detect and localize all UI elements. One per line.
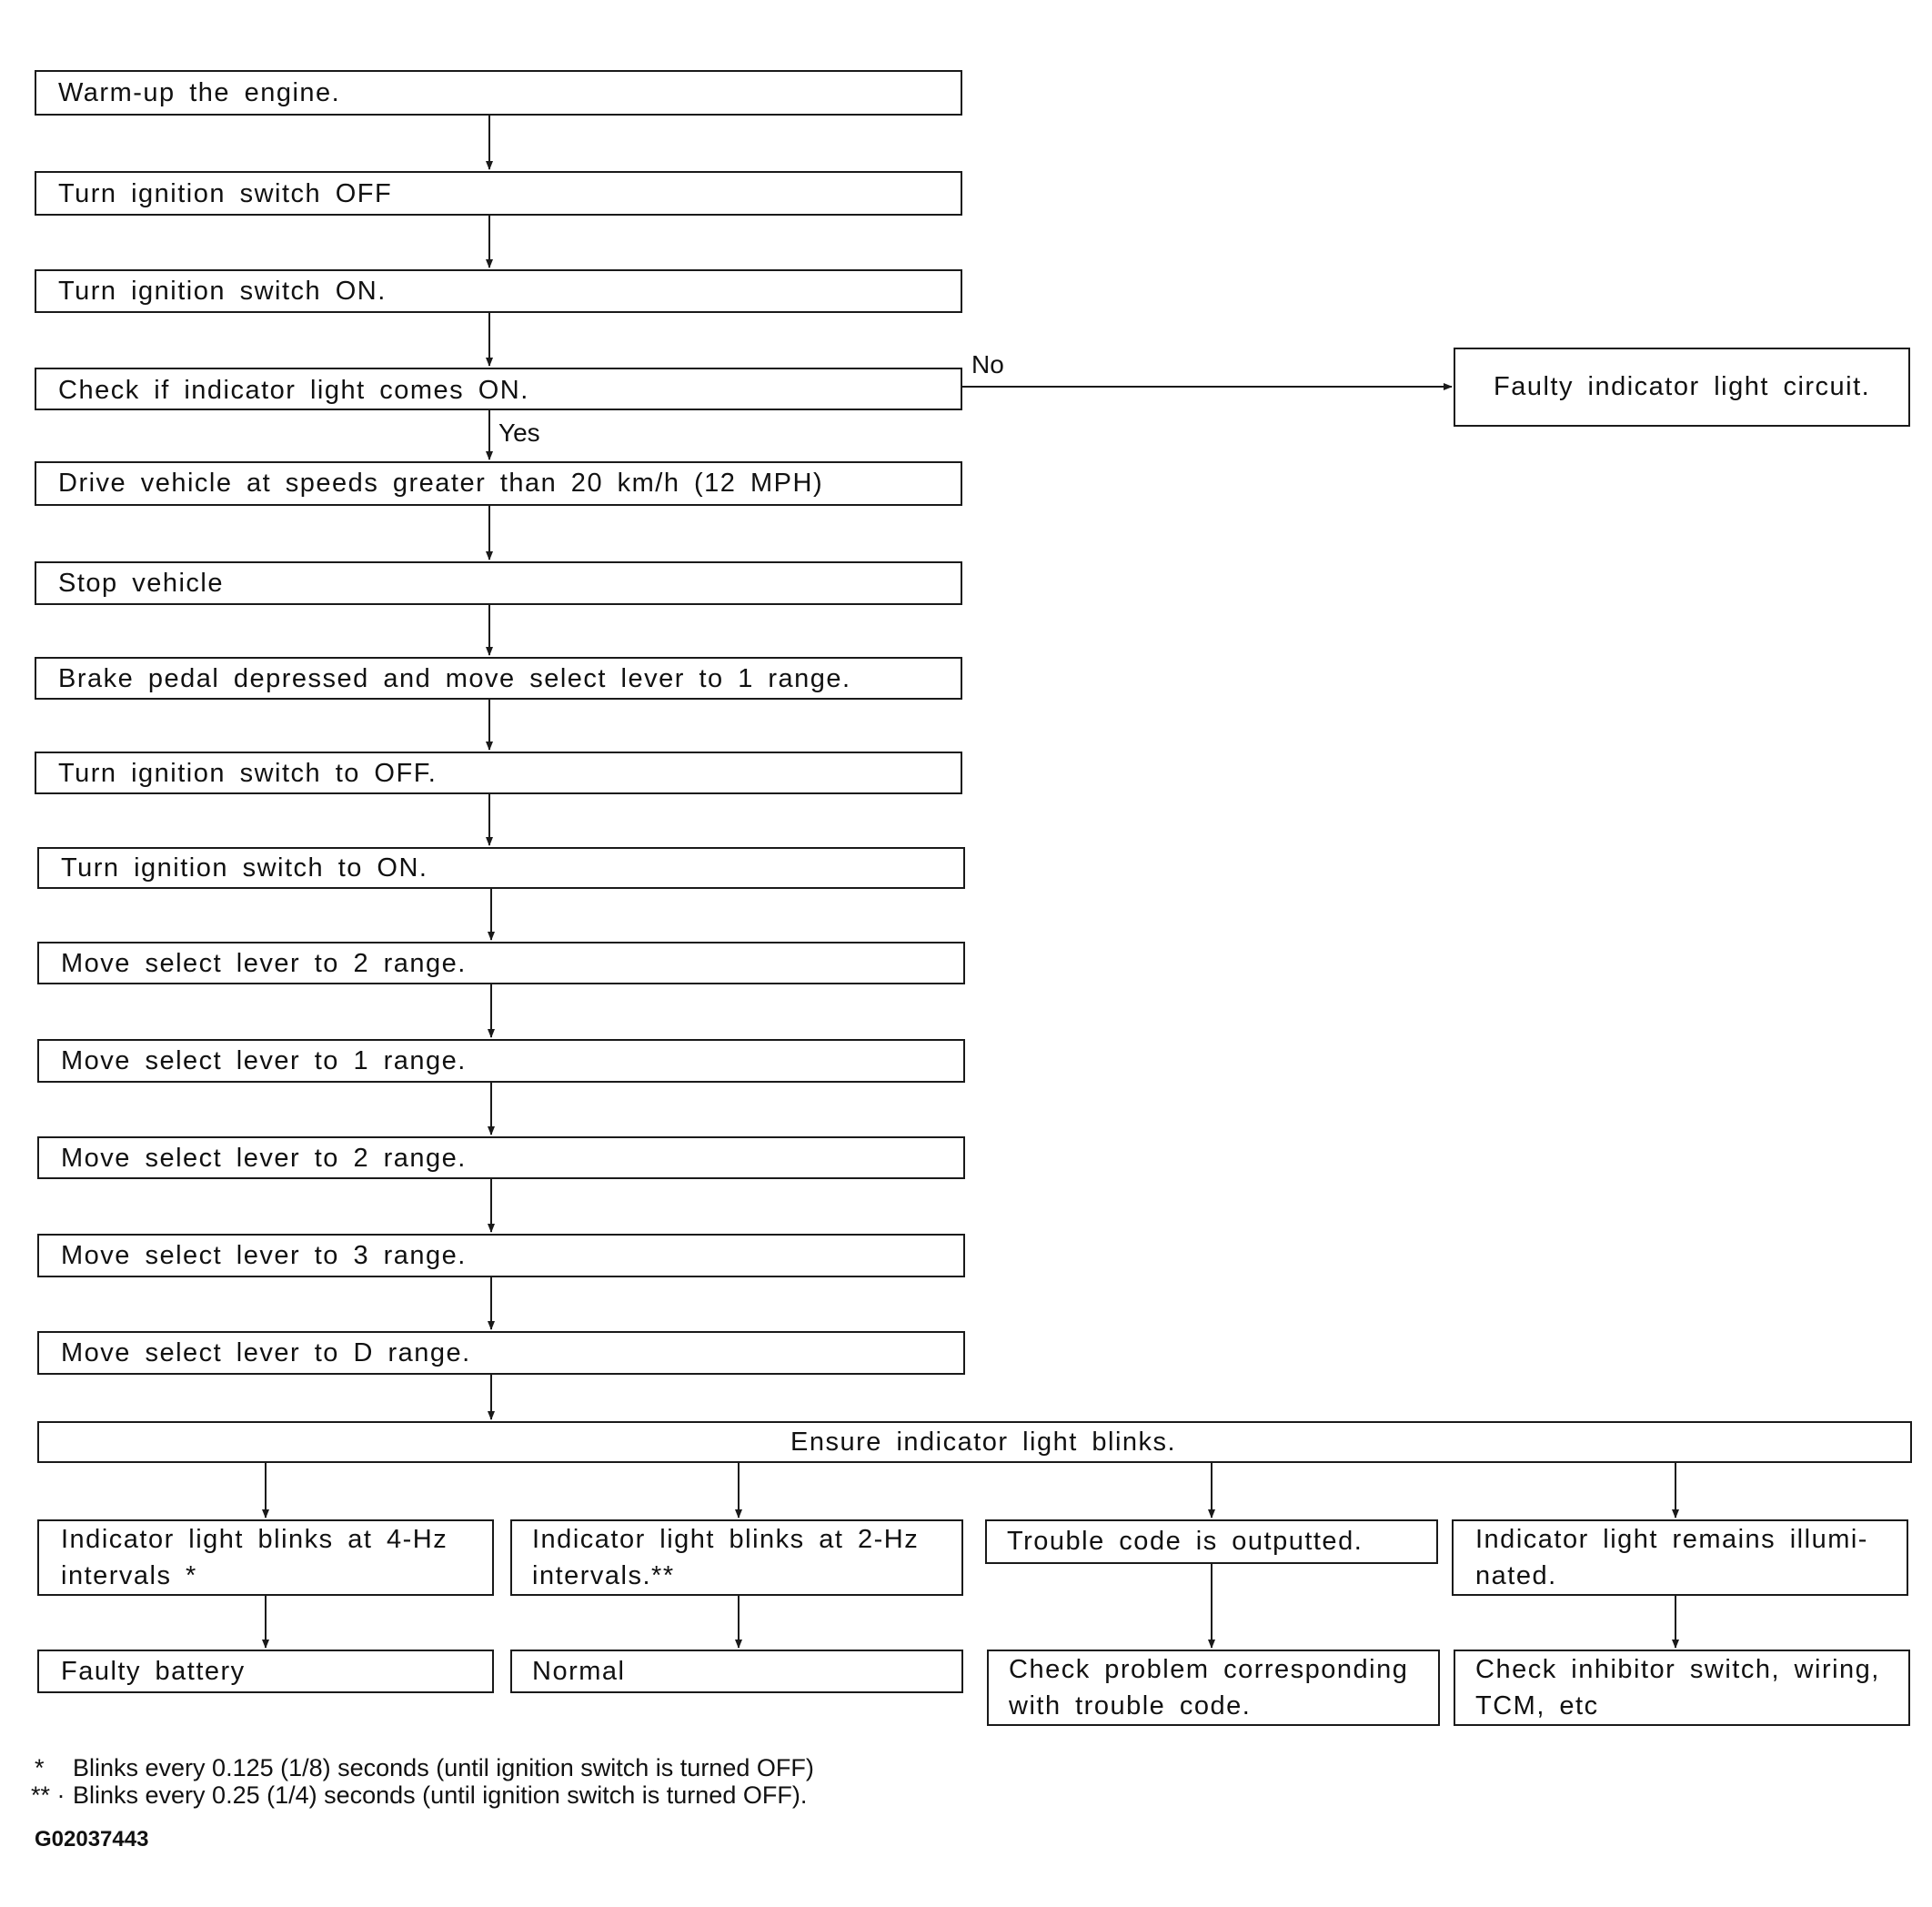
step-label: Stop vehicle [58, 569, 224, 598]
step-label: Move select lever to 3 range. [61, 1241, 467, 1270]
result-line1: Check inhibitor switch, wiring, [1475, 1655, 1880, 1684]
step-lever-1 [37, 1039, 965, 1083]
step-label: Turn ignition switch to ON. [61, 853, 428, 883]
step-ignition-to-off [35, 752, 962, 794]
footnote-text-2: Blinks every 0.25 (1/4) seconds (until ignition switch is turned OFF). [73, 1781, 808, 1809]
outcome-line2: intervals.** [532, 1561, 675, 1590]
step-lever-2 [37, 942, 965, 984]
outcome-line1: Indicator light blinks at 2-Hz [532, 1525, 920, 1554]
step-brake-pedal [35, 657, 962, 700]
ensure-label: Ensure indicator light blinks. [790, 1428, 1177, 1457]
no-label: No [971, 350, 1004, 378]
step-label: Turn ignition switch ON. [58, 277, 387, 306]
outcome-trouble-code [985, 1519, 1438, 1564]
step-check-indicator [35, 368, 962, 410]
outcome-line2: nated. [1475, 1561, 1557, 1590]
outcome-2hz [510, 1519, 963, 1596]
result-check-inhibitor [1454, 1650, 1910, 1726]
outcome-line1: Indicator light remains illumi- [1475, 1525, 1868, 1554]
outcome-line2: intervals * [61, 1561, 197, 1590]
step-label: Move select lever to D range. [61, 1338, 471, 1367]
result-faulty-battery [37, 1650, 494, 1693]
step-label: Turn ignition switch to OFF. [58, 759, 438, 788]
faulty-indicator-circuit [1454, 348, 1910, 427]
step-label: Warm-up the engine. [58, 78, 341, 107]
step-label: Brake pedal depressed and move select lever to 1 range. [58, 664, 851, 693]
step-warm-up [35, 70, 962, 116]
step-ignition-to-on [37, 847, 965, 889]
outcome-line1: Trouble code is outputted. [1007, 1527, 1363, 1556]
step-label: Turn ignition switch OFF [58, 179, 393, 208]
step-lever-2-again [37, 1136, 965, 1179]
outcome-4hz [37, 1519, 494, 1596]
result-line1: Faulty battery [61, 1657, 246, 1686]
outcome-remains-illuminated [1452, 1519, 1908, 1596]
result-normal [510, 1650, 963, 1693]
footnote-mark-2: ** · [31, 1781, 65, 1809]
outcome-line1: Indicator light blinks at 4-Hz [61, 1525, 448, 1554]
footnote-text-1: Blinks every 0.125 (1/8) seconds (until ignition switch is turned OFF) [73, 1754, 814, 1781]
result-line1: Normal [532, 1657, 626, 1686]
result-line2: TCM, etc [1475, 1691, 1599, 1720]
result-line2: with trouble code. [1009, 1691, 1252, 1720]
result-line1: Check problem corresponding [1009, 1655, 1409, 1684]
step-lever-3 [37, 1234, 965, 1277]
step-label: Move select lever to 1 range. [61, 1046, 467, 1075]
step-drive-vehicle [35, 461, 962, 506]
step-label: Check if indicator light comes ON. [58, 376, 529, 405]
step-ignition-on [35, 269, 962, 313]
yes-label: Yes [498, 419, 540, 447]
footnote-mark-1: * [35, 1754, 45, 1781]
step-ignition-off [35, 171, 962, 216]
result-label: Faulty indicator light circuit. [1494, 372, 1871, 401]
step-lever-d [37, 1331, 965, 1375]
figure-id: G02037443 [35, 1827, 149, 1852]
step-label: Move select lever to 2 range. [61, 949, 467, 978]
step-stop-vehicle [35, 561, 962, 605]
step-label: Move select lever to 2 range. [61, 1144, 467, 1173]
result-check-problem [987, 1650, 1440, 1726]
step-label: Drive vehicle at speeds greater than 20 km/h (12 MPH) [58, 469, 824, 498]
ensure-indicator-blinks [37, 1421, 1912, 1463]
